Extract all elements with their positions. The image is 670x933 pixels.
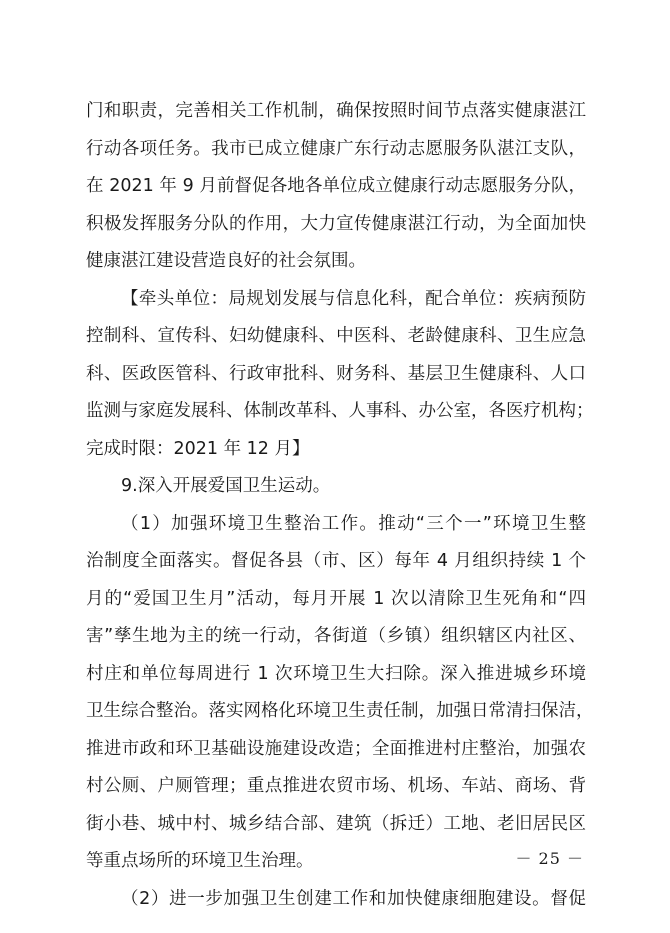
- body-text: [86, 93, 594, 918]
- text-line: 害”孳生地为主的统一行动，各街道（乡镇）组织辖区内社区、: [86, 626, 586, 646]
- text-line: 在 2021 年 9 月前督促各地各单位成立健康行动志愿服务分队，: [86, 176, 586, 196]
- text-line: 村庄和单位每周进行 1 次环境卫生大扫除。深入推进城乡环境: [86, 663, 586, 684]
- text-line: 积极发挥服务分队的作用，大力宣传健康湛江行动，为全面加快: [86, 213, 586, 234]
- text-line: 科、医政医管科、行政审批科、财务科、基层卫生健康科、人口: [86, 363, 586, 384]
- text-line: （2）进一步加强卫生创建工作和加快健康细胞建设。督促: [121, 888, 586, 909]
- text-line: 村公厕、户厕管理；重点推进农贸市场、机场、车站、商场、背: [86, 776, 586, 796]
- text-line: 行动各项任务。我市已成立健康广东行动志愿服务队湛江支队，: [86, 138, 586, 159]
- text-line: 门和职责，完善相关工作机制，确保按照时间节点落实健康湛江: [86, 101, 586, 121]
- text-line: 完成时限：2021 年 12 月】: [86, 438, 310, 459]
- text-line: 等重点场所的环境卫生治理。: [86, 851, 314, 871]
- text-line: 月的“爱国卫生月”活动，每月开展 1 次以清除卫生死角和“四: [86, 588, 586, 609]
- text-line: （1）加强环境卫生整治工作。推动“三个一”环境卫生整: [121, 513, 586, 534]
- text-line: 治制度全面落实。督促各县（市、区）每年 4 月组织持续 1 个: [86, 551, 586, 571]
- text-line: 监测与家庭发展科、体制改革科、人事科、办公室，各医疗机构；: [86, 401, 594, 421]
- section-heading: 9.深入开展爱国卫生运动。: [121, 476, 331, 496]
- text-line: 健康湛江建设营造良好的社会氛围。: [86, 251, 366, 271]
- text-line: 控制科、宣传科、妇幼健康科、中医科、老龄健康科、卫生应急: [86, 326, 586, 346]
- text-line: 推进市政和环卫基础设施建设改造；全面推进村庄整治，加强农: [86, 738, 586, 759]
- page-number: － 25 －: [515, 849, 584, 868]
- text-line: 【牵头单位：局规划发展与信息化科，配合单位：疾病预防: [121, 288, 586, 309]
- text-line: 街小巷、城中村、城乡结合部、建筑（拆迁）工地、老旧居民区: [86, 813, 586, 834]
- text-line: 卫生综合整治。落实网格化环境卫生责任制，加强日常清扫保洁，: [86, 701, 594, 721]
